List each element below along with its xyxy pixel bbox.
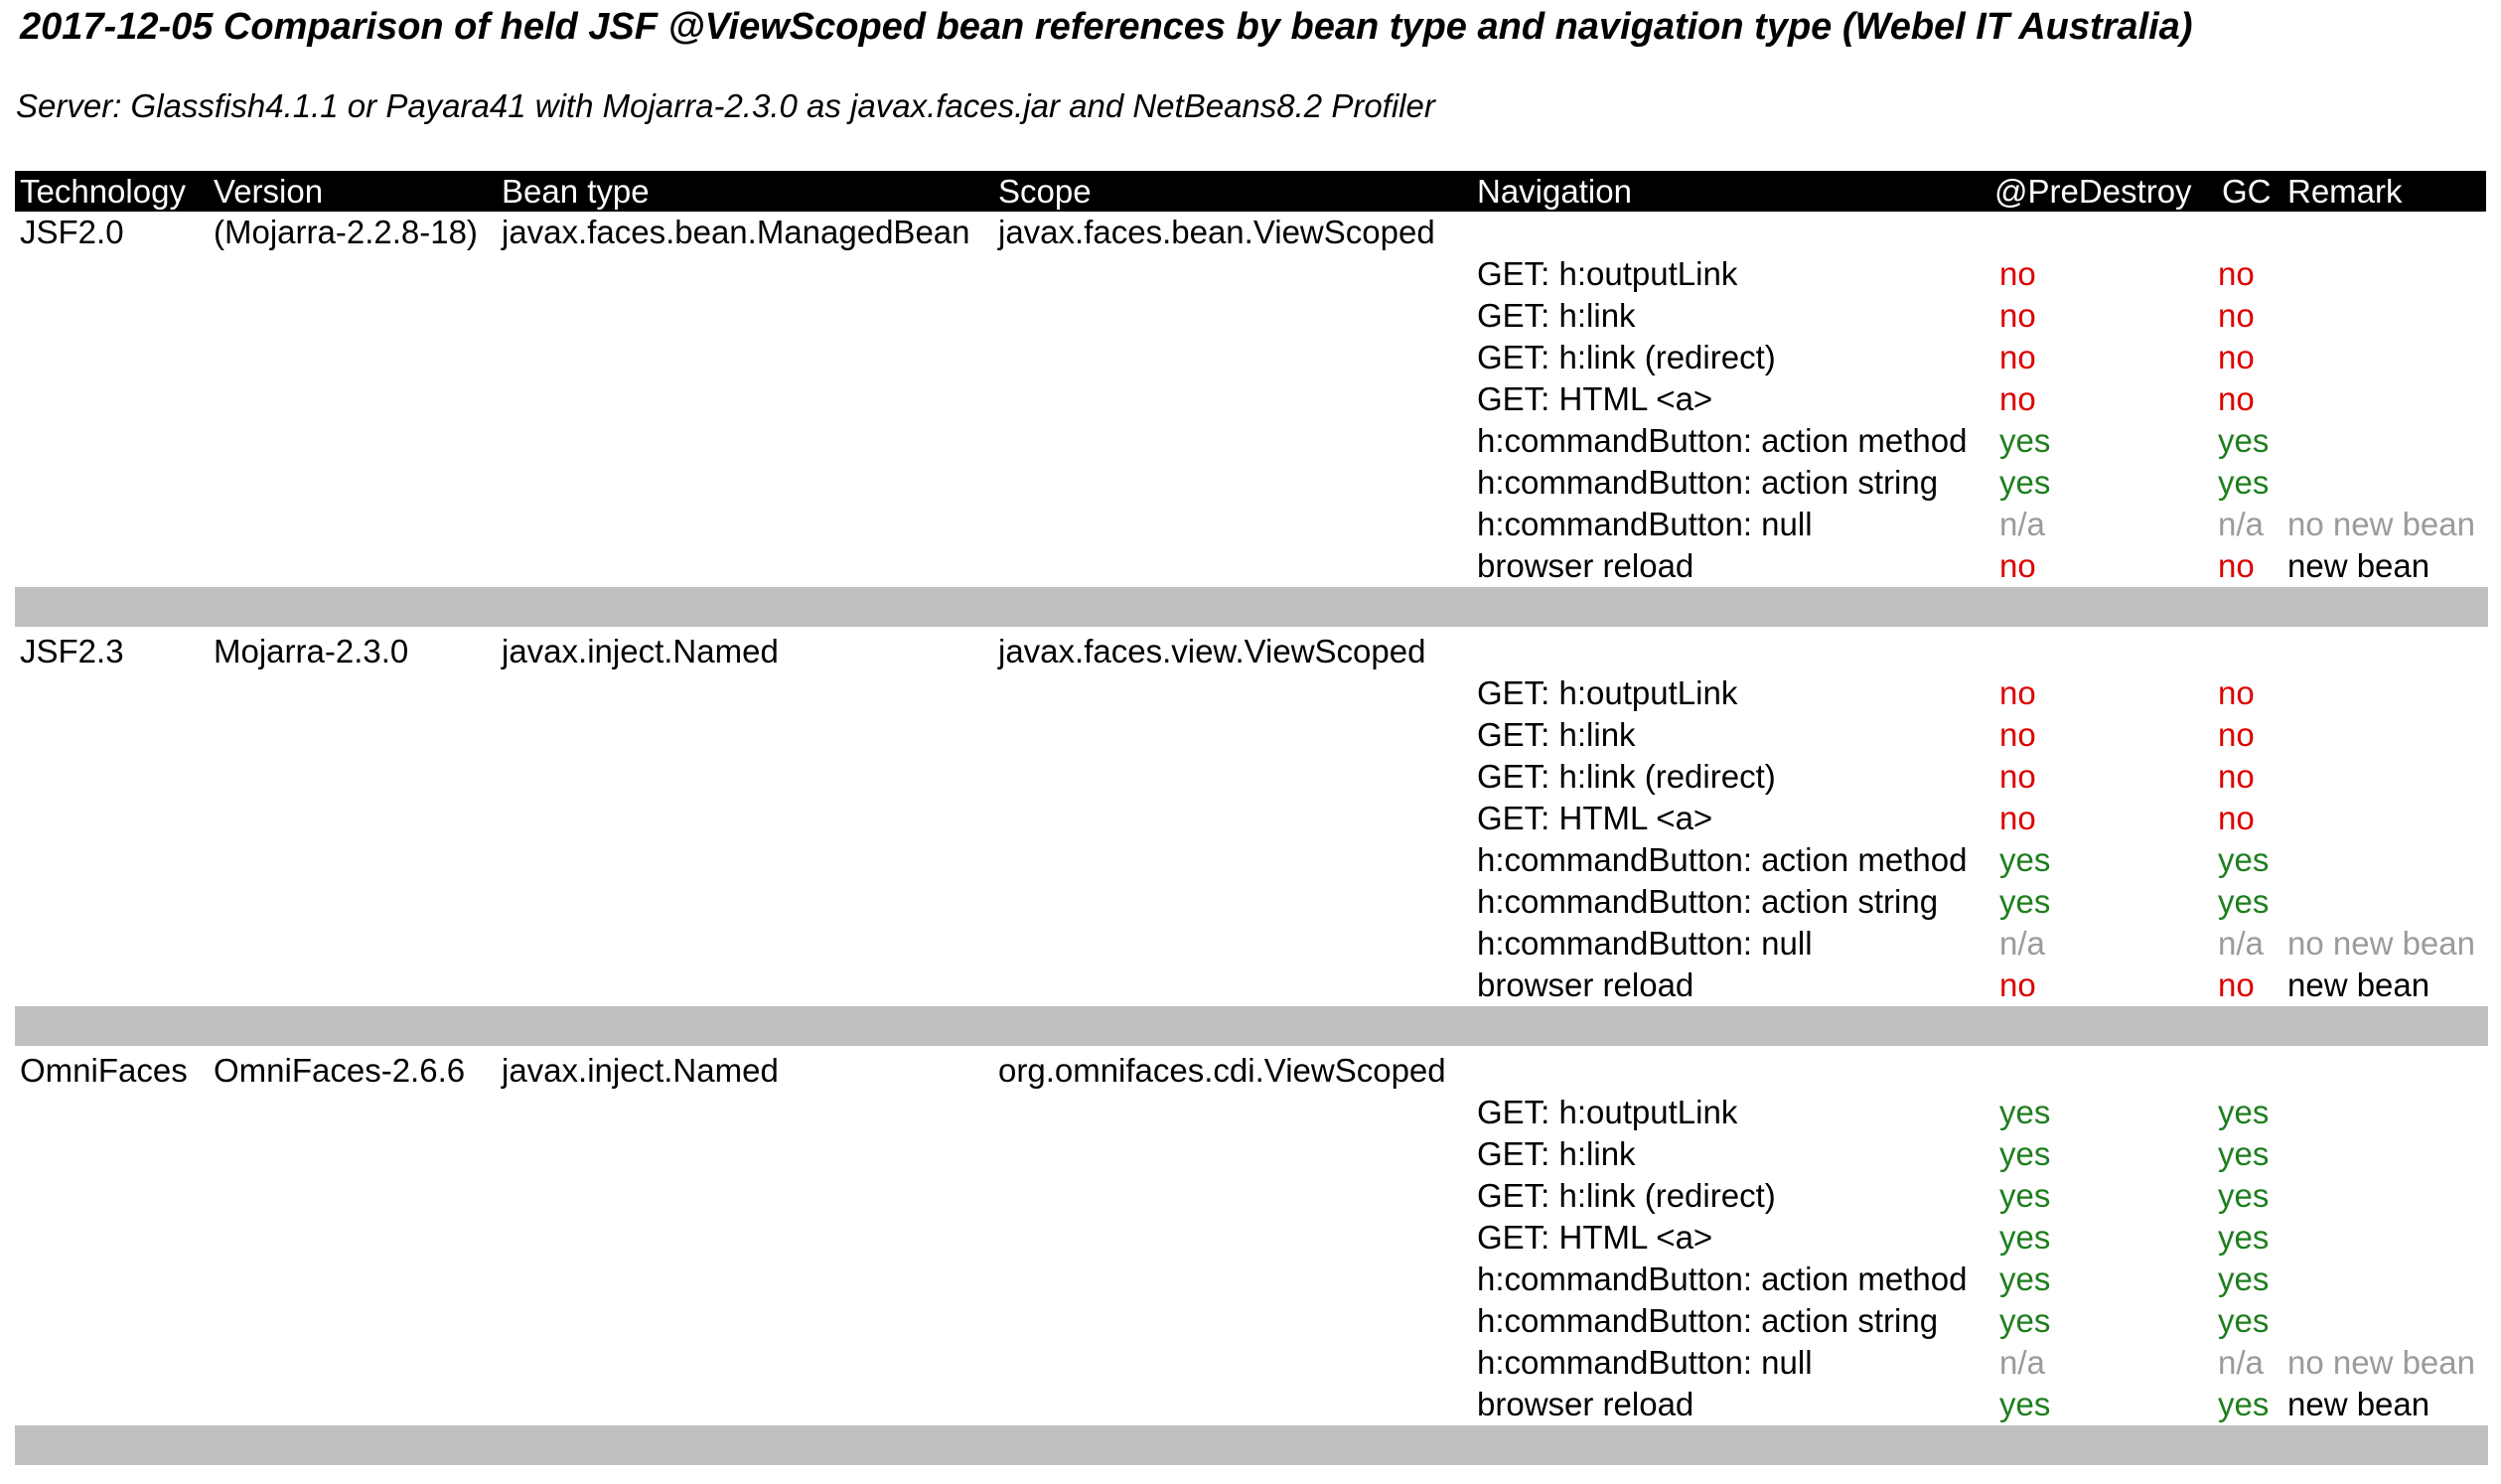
predestroy-cell: no bbox=[1999, 547, 2036, 584]
nav-cell: h:commandButton: action string bbox=[1477, 883, 1939, 920]
gc-cell: no bbox=[2218, 339, 2255, 375]
table-row bbox=[0, 504, 2501, 545]
nav-cell: GET: h:link bbox=[1477, 1135, 1636, 1172]
nav-cell: GET: HTML <a> bbox=[1477, 1219, 1713, 1256]
gc-cell: no bbox=[2218, 255, 2255, 292]
nav-cell: browser reload bbox=[1477, 1386, 1694, 1422]
table-row bbox=[0, 923, 2501, 965]
bean-type-cell: javax.faces.bean.ManagedBean bbox=[502, 214, 970, 250]
predestroy-cell: yes bbox=[1999, 1386, 2051, 1422]
predestroy-cell: no bbox=[1999, 716, 2036, 753]
gc-cell: yes bbox=[2218, 1219, 2270, 1256]
predestroy-cell: no bbox=[1999, 800, 2036, 836]
predestroy-cell: no bbox=[1999, 674, 2036, 711]
nav-cell: GET: h:outputLink bbox=[1477, 255, 1738, 292]
table-row bbox=[0, 378, 2501, 420]
nav-cell: GET: HTML <a> bbox=[1477, 380, 1713, 417]
scope-cell: javax.faces.bean.ViewScoped bbox=[998, 214, 1435, 250]
table-row bbox=[0, 965, 2501, 1006]
nav-cell: GET: h:outputLink bbox=[1477, 1094, 1738, 1130]
scope-cell: javax.faces.view.ViewScoped bbox=[998, 633, 1426, 669]
table-row bbox=[0, 1175, 2501, 1217]
predestroy-cell: yes bbox=[1999, 1135, 2051, 1172]
column-header-scope: Scope bbox=[998, 173, 1092, 210]
predestroy-cell: yes bbox=[1999, 464, 2051, 501]
gc-cell: no bbox=[2218, 547, 2255, 584]
nav-cell: GET: h:link (redirect) bbox=[1477, 1177, 1776, 1214]
predestroy-cell: n/a bbox=[1999, 925, 2045, 962]
predestroy-cell: yes bbox=[1999, 883, 2051, 920]
remark-cell: new bean bbox=[2287, 547, 2430, 584]
table-row bbox=[0, 1133, 2501, 1175]
predestroy-cell: yes bbox=[1999, 1177, 2051, 1214]
nav-cell: h:commandButton: null bbox=[1477, 1344, 1813, 1381]
predestroy-cell: no bbox=[1999, 255, 2036, 292]
predestroy-cell: yes bbox=[1999, 1219, 2051, 1256]
remark-cell: no new bean bbox=[2287, 925, 2475, 962]
gc-cell: yes bbox=[2218, 883, 2270, 920]
nav-cell: GET: h:link (redirect) bbox=[1477, 758, 1776, 795]
scope-cell: org.omnifaces.cdi.ViewScoped bbox=[998, 1052, 1446, 1089]
section-separator bbox=[15, 1425, 2488, 1465]
column-header-gc: GC bbox=[2222, 173, 2272, 210]
table-row bbox=[0, 1300, 2501, 1342]
technology-cell: JSF2.3 bbox=[20, 633, 124, 669]
predestroy-cell: yes bbox=[1999, 841, 2051, 878]
nav-cell: h:commandButton: null bbox=[1477, 925, 1813, 962]
section-separator bbox=[15, 587, 2488, 627]
table-row bbox=[0, 1342, 2501, 1384]
version-cell: Mojarra-2.3.0 bbox=[214, 633, 409, 669]
version-cell: OmniFaces-2.6.6 bbox=[214, 1052, 466, 1089]
table-section-omnifaces bbox=[0, 1050, 2501, 1425]
gc-cell: yes bbox=[2218, 1386, 2270, 1422]
table-row bbox=[0, 756, 2501, 798]
gc-cell: yes bbox=[2218, 422, 2270, 459]
table-row bbox=[0, 545, 2501, 587]
nav-cell: browser reload bbox=[1477, 547, 1694, 584]
table-section-jsf20 bbox=[0, 212, 2501, 587]
version-cell: (Mojarra-2.2.8-18) bbox=[214, 214, 478, 250]
gc-cell: yes bbox=[2218, 1302, 2270, 1339]
column-header-bean-type: Bean type bbox=[502, 173, 650, 210]
predestroy-cell: n/a bbox=[1999, 1344, 2045, 1381]
nav-cell: h:commandButton: action method bbox=[1477, 422, 1968, 459]
gc-cell: yes bbox=[2218, 841, 2270, 878]
gc-cell: n/a bbox=[2218, 506, 2264, 542]
table-row bbox=[0, 881, 2501, 923]
gc-cell: no bbox=[2218, 674, 2255, 711]
table-row bbox=[0, 1217, 2501, 1259]
column-header-version: Version bbox=[214, 173, 324, 210]
predestroy-cell: no bbox=[1999, 966, 2036, 1003]
bean-row bbox=[0, 1050, 2501, 1092]
table-row bbox=[0, 1259, 2501, 1300]
gc-cell: no bbox=[2218, 297, 2255, 334]
column-header-technology: Technology bbox=[20, 173, 186, 210]
predestroy-cell: yes bbox=[1999, 1261, 2051, 1297]
technology-cell: OmniFaces bbox=[20, 1052, 188, 1089]
column-header-remark: Remark bbox=[2287, 173, 2403, 210]
nav-cell: h:commandButton: action string bbox=[1477, 464, 1939, 501]
section-separator bbox=[15, 1006, 2488, 1046]
table-row bbox=[0, 1384, 2501, 1425]
gc-cell: n/a bbox=[2218, 1344, 2264, 1381]
nav-cell: h:commandButton: action string bbox=[1477, 1302, 1939, 1339]
nav-cell: h:commandButton: null bbox=[1477, 506, 1813, 542]
predestroy-cell: no bbox=[1999, 380, 2036, 417]
gc-cell: no bbox=[2218, 380, 2255, 417]
page-title: 2017-12-05 Comparison of held JSF @ViewScoped bean references by bean type and navigation type (Webel IT Australia) bbox=[20, 6, 2193, 48]
gc-cell: yes bbox=[2218, 1261, 2270, 1297]
table-row bbox=[0, 714, 2501, 756]
table-row bbox=[0, 839, 2501, 881]
bean-type-cell: javax.inject.Named bbox=[502, 1052, 779, 1089]
remark-cell: no new bean bbox=[2287, 1344, 2475, 1381]
nav-cell: GET: h:link (redirect) bbox=[1477, 339, 1776, 375]
table-row bbox=[0, 253, 2501, 295]
nav-cell: GET: HTML <a> bbox=[1477, 800, 1713, 836]
nav-cell: h:commandButton: action method bbox=[1477, 1261, 1968, 1297]
remark-cell: new bean bbox=[2287, 1386, 2430, 1422]
gc-cell: no bbox=[2218, 800, 2255, 836]
table-row bbox=[0, 798, 2501, 839]
table-row bbox=[0, 420, 2501, 462]
predestroy-cell: n/a bbox=[1999, 506, 2045, 542]
technology-cell: JSF2.0 bbox=[20, 214, 124, 250]
gc-cell: n/a bbox=[2218, 925, 2264, 962]
nav-cell: GET: h:link bbox=[1477, 297, 1636, 334]
nav-cell: GET: h:outputLink bbox=[1477, 674, 1738, 711]
remark-cell: new bean bbox=[2287, 966, 2430, 1003]
gc-cell: yes bbox=[2218, 1094, 2270, 1130]
predestroy-cell: no bbox=[1999, 297, 2036, 334]
nav-cell: browser reload bbox=[1477, 966, 1694, 1003]
predestroy-cell: no bbox=[1999, 339, 2036, 375]
gc-cell: yes bbox=[2218, 464, 2270, 501]
table-header-bar bbox=[15, 171, 2486, 212]
nav-cell: h:commandButton: action method bbox=[1477, 841, 1968, 878]
predestroy-cell: yes bbox=[1999, 1094, 2051, 1130]
nav-cell: GET: h:link bbox=[1477, 716, 1636, 753]
bean-type-cell: javax.inject.Named bbox=[502, 633, 779, 669]
table-section-jsf23 bbox=[0, 631, 2501, 1006]
remark-cell: no new bean bbox=[2287, 506, 2475, 542]
bean-row bbox=[0, 212, 2501, 253]
gc-cell: no bbox=[2218, 758, 2255, 795]
predestroy-cell: yes bbox=[1999, 1302, 2051, 1339]
table-row bbox=[0, 295, 2501, 337]
gc-cell: yes bbox=[2218, 1135, 2270, 1172]
table-row bbox=[0, 672, 2501, 714]
gc-cell: no bbox=[2218, 966, 2255, 1003]
page-subtitle: Server: Glassfish4.1.1 or Payara41 with Mojarra-2.3.0 as javax.faces.jar and NetBeans8.2 Profiler bbox=[16, 87, 1435, 124]
predestroy-cell: yes bbox=[1999, 422, 2051, 459]
table-row bbox=[0, 462, 2501, 504]
table-row bbox=[0, 337, 2501, 378]
gc-cell: no bbox=[2218, 716, 2255, 753]
column-header-navigation: Navigation bbox=[1477, 173, 1632, 210]
predestroy-cell: no bbox=[1999, 758, 2036, 795]
gc-cell: yes bbox=[2218, 1177, 2270, 1214]
bean-row bbox=[0, 631, 2501, 672]
table-row bbox=[0, 1092, 2501, 1133]
column-header-predestroy: @PreDestroy bbox=[1994, 173, 2192, 210]
